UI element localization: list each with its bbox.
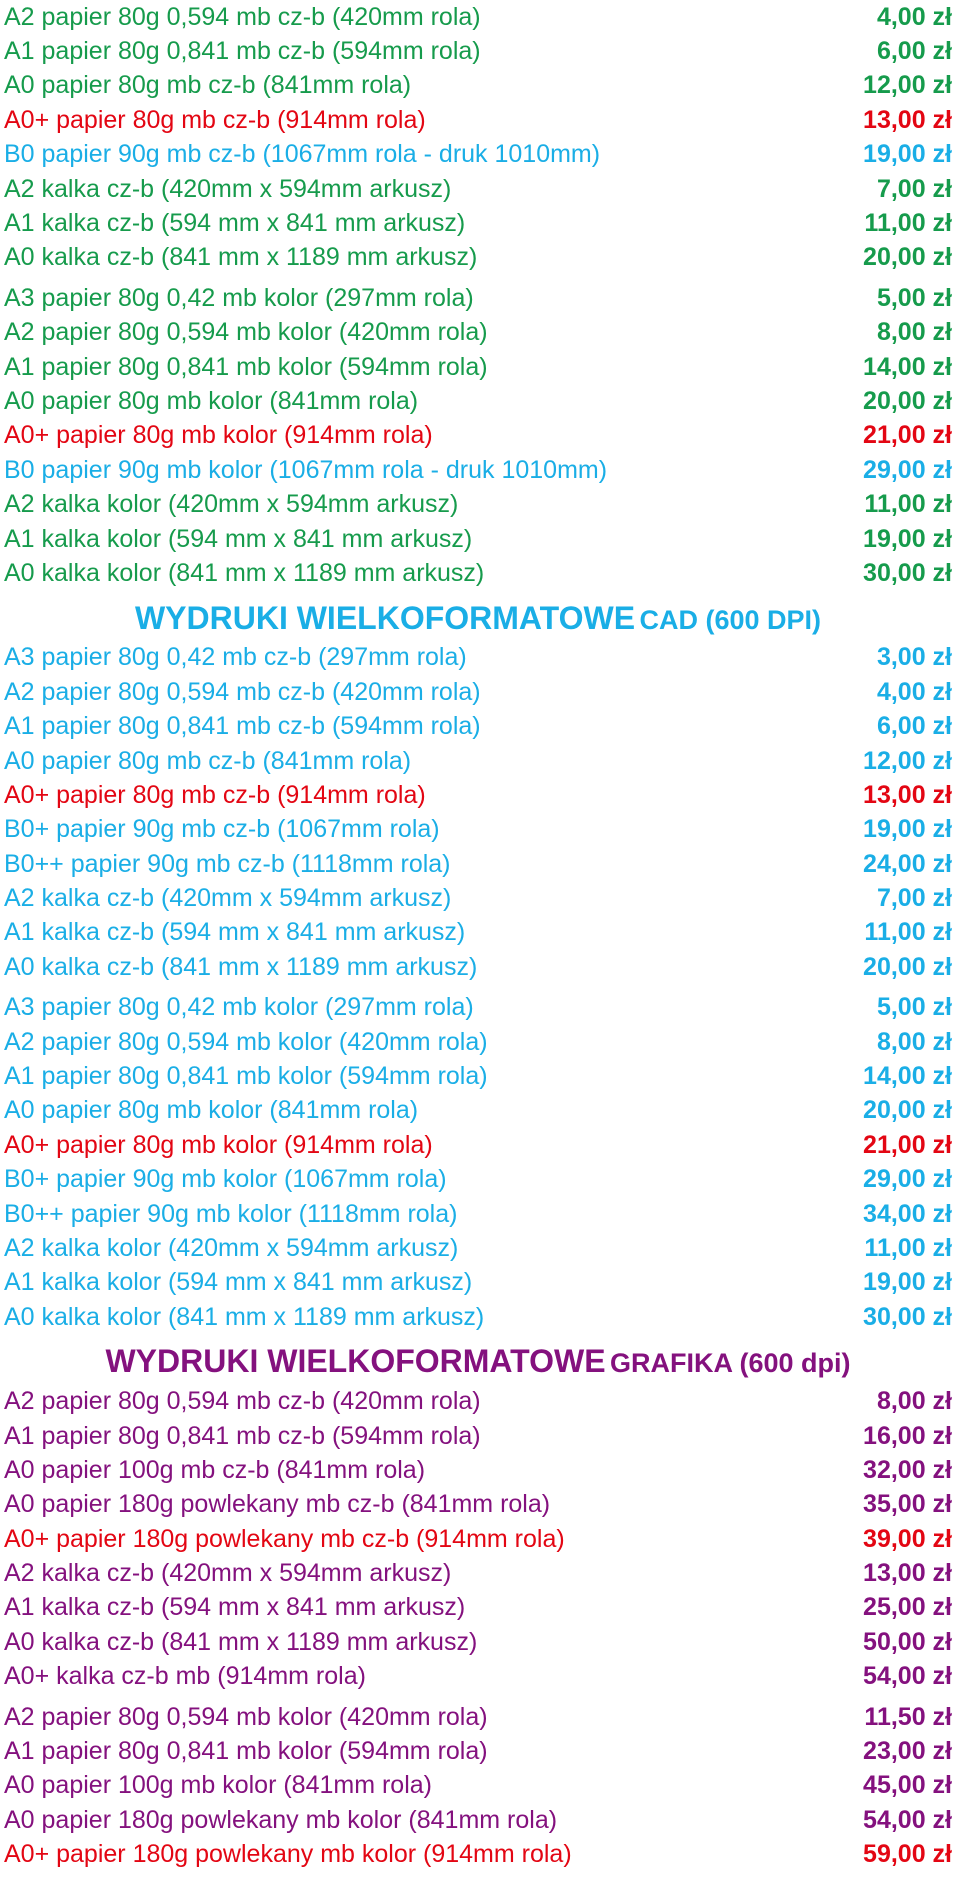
product-price: 12,00 zł <box>863 746 952 775</box>
product-price: 14,00 zł <box>863 352 952 381</box>
price-row <box>4 1197 952 1231</box>
price-section <box>4 0 952 591</box>
product-name: A3 papier 80g 0,42 mb cz-b (297mm rola) <box>4 643 467 672</box>
price-row <box>4 813 952 847</box>
price-group <box>4 281 952 591</box>
product-name: B0 papier 90g mb cz-b (1067mm rola - druk 1010mm) <box>4 140 601 169</box>
product-price: 34,00 zł <box>863 1199 952 1228</box>
price-group <box>4 1384 952 1694</box>
price-row <box>4 419 952 453</box>
product-price: 20,00 zł <box>863 1096 952 1125</box>
product-name: A0+ kalka cz-b mb (914mm rola) <box>4 1662 366 1691</box>
price-row <box>4 350 952 384</box>
product-name: A1 kalka cz-b (594 mm x 841 mm arkusz) <box>4 1593 466 1622</box>
price-row <box>4 709 952 743</box>
price-row <box>4 950 952 984</box>
price-row <box>4 991 952 1025</box>
product-name: A1 papier 80g 0,841 mb cz-b (594mm rola) <box>4 1421 481 1450</box>
product-price: 13,00 zł <box>863 1559 952 1588</box>
product-name: A0 papier 80g mb cz-b (841mm rola) <box>4 71 412 100</box>
product-name: A0 papier 100g mb kolor (841mm rola) <box>4 1771 432 1800</box>
price-row <box>4 0 952 34</box>
product-price: 7,00 zł <box>876 884 952 913</box>
product-price: 8,00 zł <box>876 1387 952 1416</box>
price-row <box>4 641 952 675</box>
product-price: 5,00 zł <box>876 283 952 312</box>
product-price: 11,00 zł <box>864 209 952 238</box>
product-price: 19,00 zł <box>863 524 952 553</box>
price-row <box>4 778 952 812</box>
product-name: A1 papier 80g 0,841 mb kolor (594mm rola) <box>4 1062 488 1091</box>
product-price: 19,00 zł <box>863 815 952 844</box>
product-price: 20,00 zł <box>863 243 952 272</box>
product-price: 54,00 zł <box>863 1805 952 1834</box>
product-price: 3,00 zł <box>876 643 952 672</box>
product-price: 8,00 zł <box>876 318 952 347</box>
price-row <box>4 1625 952 1659</box>
product-price: 45,00 zł <box>863 1771 952 1800</box>
price-group <box>4 641 952 985</box>
product-name: A0 papier 80g mb cz-b (841mm rola) <box>4 746 412 775</box>
section-heading-main: WYDRUKI WIELKOFORMATOWE <box>105 1343 606 1380</box>
product-price: 19,00 zł <box>863 1268 952 1297</box>
product-name: A1 papier 80g 0,841 mb cz-b (594mm rola) <box>4 712 481 741</box>
price-row <box>4 241 952 275</box>
product-price: 29,00 zł <box>863 455 952 484</box>
price-row <box>4 522 952 556</box>
product-name: A3 papier 80g 0,42 mb kolor (297mm rola) <box>4 993 474 1022</box>
price-row <box>4 1734 952 1768</box>
product-price: 50,00 zł <box>863 1627 952 1656</box>
product-name: A0 kalka cz-b (841 mm x 1189 mm arkusz) <box>4 1627 478 1656</box>
product-name: A1 kalka kolor (594 mm x 841 mm arkusz) <box>4 1268 473 1297</box>
price-row <box>4 1094 952 1128</box>
product-name: A2 kalka kolor (420mm x 594mm arkusz) <box>4 490 459 519</box>
product-price: 35,00 zł <box>863 1490 952 1519</box>
product-price: 19,00 zł <box>863 140 952 169</box>
product-price: 39,00 zł <box>863 1524 952 1553</box>
section-heading <box>4 595 952 641</box>
product-name: A1 kalka cz-b (594 mm x 841 mm arkusz) <box>4 918 466 947</box>
product-price: 5,00 zł <box>876 993 952 1022</box>
product-price: 4,00 zł <box>876 677 952 706</box>
product-price: 30,00 zł <box>863 1302 952 1331</box>
product-name: A0+ papier 180g powlekany mb cz-b (914mm rola) <box>4 1524 565 1553</box>
product-price: 13,00 zł <box>863 105 952 134</box>
product-price: 29,00 zł <box>863 1165 952 1194</box>
product-price: 21,00 zł <box>863 421 952 450</box>
product-name: B0+ papier 90g mb kolor (1067mm rola) <box>4 1165 447 1194</box>
section-heading-sub: GRAFIKA (600 dpi) <box>610 1348 851 1379</box>
price-row <box>4 881 952 915</box>
product-price: 16,00 zł <box>863 1421 952 1450</box>
product-name: A1 papier 80g 0,841 mb kolor (594mm rola) <box>4 1737 488 1766</box>
price-row <box>4 675 952 709</box>
price-row <box>4 138 952 172</box>
product-name: A1 papier 80g 0,841 mb cz-b (594mm rola) <box>4 37 481 66</box>
product-price: 6,00 zł <box>876 712 952 741</box>
price-row <box>4 1300 952 1334</box>
product-name: A0 kalka kolor (841 mm x 1189 mm arkusz) <box>4 1302 485 1331</box>
product-price: 14,00 zł <box>863 1062 952 1091</box>
product-price: 12,00 zł <box>863 71 952 100</box>
price-row <box>4 1556 952 1590</box>
price-row <box>4 1769 952 1803</box>
product-price: 4,00 zł <box>876 2 952 31</box>
product-name: A0 kalka kolor (841 mm x 1189 mm arkusz) <box>4 558 485 587</box>
price-row <box>4 316 952 350</box>
price-row <box>4 744 952 778</box>
price-row <box>4 1453 952 1487</box>
product-price: 30,00 zł <box>863 558 952 587</box>
price-row <box>4 384 952 418</box>
price-row <box>4 1803 952 1837</box>
product-name: B0++ papier 90g mb kolor (1118mm rola) <box>4 1199 458 1228</box>
product-name: A2 papier 80g 0,594 mb cz-b (420mm rola) <box>4 677 481 706</box>
product-name: A3 papier 80g 0,42 mb kolor (297mm rola) <box>4 283 474 312</box>
price-row <box>4 916 952 950</box>
section-heading <box>4 1338 952 1384</box>
product-name: A2 kalka cz-b (420mm x 594mm arkusz) <box>4 174 452 203</box>
product-name: A1 kalka cz-b (594 mm x 841 mm arkusz) <box>4 209 466 238</box>
product-name: A0 kalka cz-b (841 mm x 1189 mm arkusz) <box>4 952 478 981</box>
product-price: 25,00 zł <box>863 1593 952 1622</box>
price-row <box>4 281 952 315</box>
product-name: A0+ papier 80g mb kolor (914mm rola) <box>4 1130 433 1159</box>
price-section <box>4 595 952 1335</box>
product-price: 11,00 zł <box>864 1233 952 1262</box>
product-price: 11,00 zł <box>864 490 952 519</box>
product-name: A2 papier 80g 0,594 mb cz-b (420mm rola) <box>4 1387 481 1416</box>
product-name: A0+ papier 180g powlekany mb kolor (914mm rola) <box>4 1840 572 1869</box>
product-name: A0 papier 180g powlekany mb cz-b (841mm rola) <box>4 1490 551 1519</box>
product-name: A2 papier 80g 0,594 mb cz-b (420mm rola) <box>4 2 481 31</box>
product-price: 11,00 zł <box>864 918 952 947</box>
product-price: 24,00 zł <box>863 849 952 878</box>
price-group <box>4 0 952 275</box>
product-price: 20,00 zł <box>863 386 952 415</box>
price-row <box>4 1231 952 1265</box>
product-name: A2 kalka kolor (420mm x 594mm arkusz) <box>4 1233 459 1262</box>
product-name: A0 papier 80g mb kolor (841mm rola) <box>4 1096 419 1125</box>
product-price: 20,00 zł <box>863 952 952 981</box>
product-price: 11,50 zł <box>864 1702 952 1731</box>
product-name: A0+ papier 80g mb kolor (914mm rola) <box>4 421 433 450</box>
price-row <box>4 103 952 137</box>
product-name: A2 kalka cz-b (420mm x 594mm arkusz) <box>4 1559 452 1588</box>
price-row <box>4 1025 952 1059</box>
price-section <box>4 1338 952 1871</box>
price-row <box>4 1419 952 1453</box>
price-row <box>4 1488 952 1522</box>
product-name: A2 kalka cz-b (420mm x 594mm arkusz) <box>4 884 452 913</box>
product-name: A0 kalka cz-b (841 mm x 1189 mm arkusz) <box>4 243 478 272</box>
price-row <box>4 1163 952 1197</box>
product-price: 7,00 zł <box>876 174 952 203</box>
product-price: 8,00 zł <box>876 1027 952 1056</box>
product-name: B0++ papier 90g mb cz-b (1118mm rola) <box>4 849 451 878</box>
product-name: A1 papier 80g 0,841 mb kolor (594mm rola) <box>4 352 488 381</box>
product-name: A2 papier 80g 0,594 mb kolor (420mm rola) <box>4 1702 488 1731</box>
price-row <box>4 34 952 68</box>
price-row <box>4 1266 952 1300</box>
price-group <box>4 991 952 1335</box>
section-heading-sub: CAD (600 DPI) <box>639 604 822 635</box>
product-price: 13,00 zł <box>863 780 952 809</box>
product-price: 59,00 zł <box>863 1840 952 1869</box>
price-row <box>4 69 952 103</box>
price-row <box>4 1384 952 1418</box>
product-name: B0+ papier 90g mb cz-b (1067mm rola) <box>4 815 440 844</box>
price-group <box>4 1700 952 1872</box>
product-name: A1 kalka kolor (594 mm x 841 mm arkusz) <box>4 524 473 553</box>
price-row <box>4 1059 952 1093</box>
price-row <box>4 1522 952 1556</box>
product-price: 23,00 zł <box>863 1737 952 1766</box>
product-name: A0+ papier 80g mb cz-b (914mm rola) <box>4 780 426 809</box>
product-name: A0 papier 80g mb kolor (841mm rola) <box>4 386 419 415</box>
price-row <box>4 487 952 521</box>
product-name: A2 papier 80g 0,594 mb kolor (420mm rola) <box>4 318 488 347</box>
product-name: A0 papier 180g powlekany mb kolor (841mm rola) <box>4 1805 558 1834</box>
product-price: 32,00 zł <box>863 1455 952 1484</box>
product-name: A2 papier 80g 0,594 mb kolor (420mm rola) <box>4 1027 488 1056</box>
price-row <box>4 172 952 206</box>
product-price: 21,00 zł <box>863 1130 952 1159</box>
product-name: A0+ papier 80g mb cz-b (914mm rola) <box>4 105 426 134</box>
price-row <box>4 1700 952 1734</box>
section-heading-main: WYDRUKI WIELKOFORMATOWE <box>134 599 636 636</box>
price-row <box>4 453 952 487</box>
price-row <box>4 206 952 240</box>
product-price: 6,00 zł <box>876 37 952 66</box>
price-row <box>4 1838 952 1872</box>
price-row <box>4 847 952 881</box>
price-row <box>4 1128 952 1162</box>
price-row <box>4 1660 952 1694</box>
price-row <box>4 1591 952 1625</box>
product-name: A0 papier 100g mb cz-b (841mm rola) <box>4 1455 426 1484</box>
product-name: B0 papier 90g mb kolor (1067mm rola - druk 1010mm) <box>4 455 608 484</box>
product-price: 54,00 zł <box>863 1662 952 1691</box>
price-row <box>4 556 952 590</box>
